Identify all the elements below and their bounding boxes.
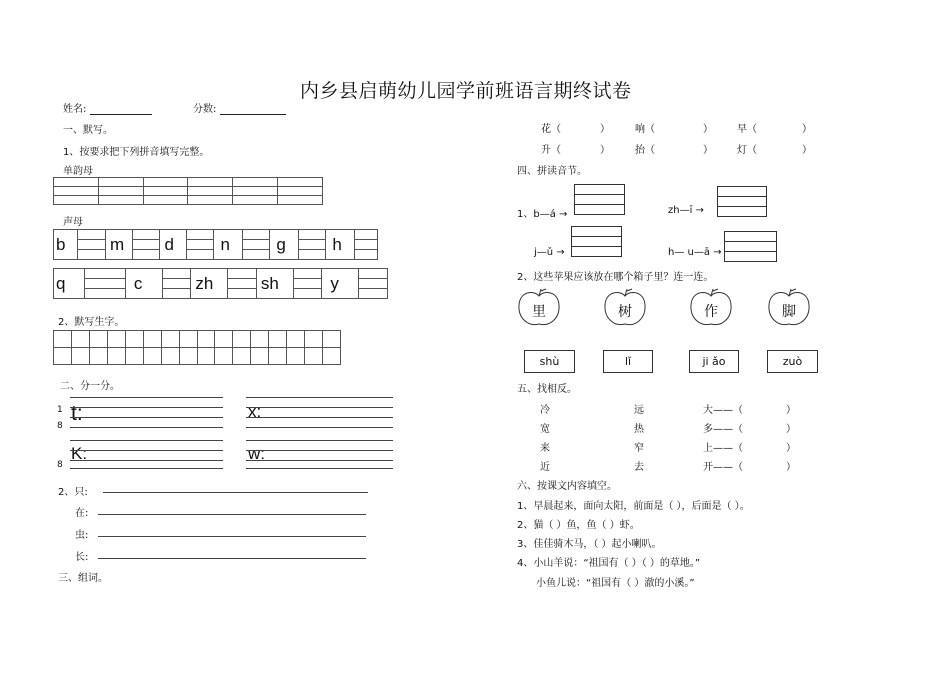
answer-box[interactable] bbox=[724, 231, 777, 262]
section-5-heading: 五、找相反。 bbox=[517, 384, 577, 395]
apple-li[interactable] bbox=[516, 288, 562, 328]
initial-cell: g bbox=[270, 230, 298, 260]
apple-jiao[interactable] bbox=[766, 288, 812, 328]
initial-cell: n bbox=[214, 230, 242, 260]
word-sheng: 升（ bbox=[541, 145, 561, 156]
section-3-heading: 三、组词。 bbox=[58, 573, 108, 584]
side-mark: 8 bbox=[57, 460, 63, 470]
antonym-word: 近 bbox=[540, 462, 550, 473]
antonym-word: 宽 bbox=[540, 424, 550, 435]
antonym-word: 热 bbox=[634, 424, 644, 435]
word-zao: 早（ bbox=[737, 124, 757, 135]
initial-cell: q bbox=[54, 269, 85, 299]
antonym-word: 来 bbox=[540, 443, 550, 454]
pinyin-box-zuo[interactable]: zuò bbox=[767, 350, 818, 373]
letter-k: K: bbox=[71, 444, 88, 463]
antonym-word: 远 bbox=[634, 405, 644, 416]
q2-zai-label: 在: bbox=[75, 508, 89, 519]
q2-text: 2、默写生字。 bbox=[58, 317, 125, 328]
spell-item: zh—ī → bbox=[668, 205, 704, 216]
initial-cell: h bbox=[326, 230, 354, 260]
word-xiang: 响（ bbox=[635, 124, 655, 135]
section-4-heading: 四、拼读音节。 bbox=[517, 166, 587, 177]
apple-char: 作 bbox=[704, 304, 718, 320]
pinyin-box-li[interactable]: lǐ bbox=[603, 350, 653, 373]
side-mark: 8 bbox=[57, 421, 63, 431]
vowels-label: 单韵母 bbox=[63, 166, 93, 177]
spell-item: j—ǔ → bbox=[534, 247, 565, 258]
word-hua: 花（ bbox=[541, 124, 561, 135]
initial-cell: sh bbox=[256, 269, 293, 299]
answer-box[interactable] bbox=[571, 226, 622, 257]
pinyin-box-shu[interactable]: shù bbox=[524, 350, 575, 373]
initials-label: 声母 bbox=[63, 217, 83, 228]
apple-char: 树 bbox=[618, 304, 632, 320]
q-apples-text: 2、这些苹果应该放在哪个箱子里？连一连。 bbox=[517, 272, 714, 283]
spell-item: 1、b—á → bbox=[517, 209, 568, 220]
antonym-blank: 开——（ bbox=[703, 462, 743, 473]
letter-t: t: bbox=[71, 402, 83, 425]
pinyin-box-jiao[interactable]: ji ǎo bbox=[689, 350, 739, 373]
initial-cell: b bbox=[54, 230, 78, 260]
antonym-blank: 上——（ bbox=[703, 443, 743, 454]
q1-text: 1、按要求把下列拼音填写完整。 bbox=[63, 147, 210, 158]
score-field bbox=[193, 100, 286, 115]
name-field bbox=[63, 100, 152, 115]
q2-chong-label: 虫: bbox=[75, 530, 89, 541]
antonym-word: 冷 bbox=[540, 405, 550, 416]
answer-line[interactable] bbox=[98, 514, 366, 515]
answer-line[interactable] bbox=[98, 558, 366, 559]
apple-shu[interactable] bbox=[602, 288, 648, 328]
side-mark: 1 bbox=[57, 405, 63, 415]
apple-char: 脚 bbox=[782, 304, 796, 320]
q2-zhi-label: 2、只: bbox=[58, 487, 88, 498]
answer-box[interactable] bbox=[574, 184, 625, 215]
fill-line: 2、猫（ ）鱼，鱼（ ）虾。 bbox=[517, 520, 640, 531]
answer-line[interactable] bbox=[103, 492, 368, 493]
answer-line[interactable] bbox=[98, 536, 366, 537]
antonym-word: 去 bbox=[634, 462, 644, 473]
word-deng: 灯（ bbox=[737, 145, 757, 156]
character-writing-grid[interactable] bbox=[53, 330, 341, 365]
initials-grid-row1[interactable] bbox=[53, 229, 378, 260]
page-title: 内乡县启萌幼儿园学前班语言期终试卷 bbox=[300, 80, 632, 102]
section-1-heading: 一、默写。 bbox=[63, 125, 113, 136]
fill-line: 3、佳佳骑木马，（ ）起小喇叭。 bbox=[517, 539, 662, 550]
answer-box[interactable] bbox=[717, 186, 767, 217]
letter-w: w: bbox=[248, 444, 265, 463]
letter-x: x: bbox=[248, 402, 262, 421]
section-6-heading: 六、按课文内容填空。 bbox=[517, 481, 617, 492]
fill-line: 4、小山羊说：“祖国有（ ）（ ）的草地。” bbox=[517, 558, 701, 569]
spell-item: h— u—ā → bbox=[668, 247, 722, 258]
antonym-blank: 多——（ bbox=[703, 424, 743, 435]
initial-cell: d bbox=[160, 230, 186, 260]
q2-chang-label: 长: bbox=[75, 552, 89, 563]
word-tai: 抬（ bbox=[635, 145, 655, 156]
section-2-heading: 二、分一分。 bbox=[60, 381, 120, 392]
antonym-blank: 大——（ bbox=[703, 405, 743, 416]
vowel-grid[interactable] bbox=[53, 177, 323, 205]
name-label: 姓名: bbox=[63, 104, 87, 115]
initial-cell: m bbox=[105, 230, 132, 260]
apple-zuo[interactable] bbox=[688, 288, 734, 328]
initial-cell: y bbox=[322, 269, 359, 299]
name-blank[interactable] bbox=[90, 104, 152, 115]
score-blank[interactable] bbox=[220, 104, 286, 115]
initial-cell: c bbox=[125, 269, 162, 299]
fill-line: 1、早晨起来，面向太阳，前面是（ ），后面是（ ）。 bbox=[517, 501, 750, 512]
initials-grid-row2[interactable] bbox=[53, 268, 388, 299]
initial-cell: zh bbox=[191, 269, 228, 299]
fill-line: 小鱼儿说：“祖国有（ ）澈的小溪。” bbox=[536, 578, 695, 589]
apple-char: 里 bbox=[532, 304, 546, 320]
score-label: 分数: bbox=[193, 104, 217, 115]
antonym-word: 窄 bbox=[634, 443, 644, 454]
